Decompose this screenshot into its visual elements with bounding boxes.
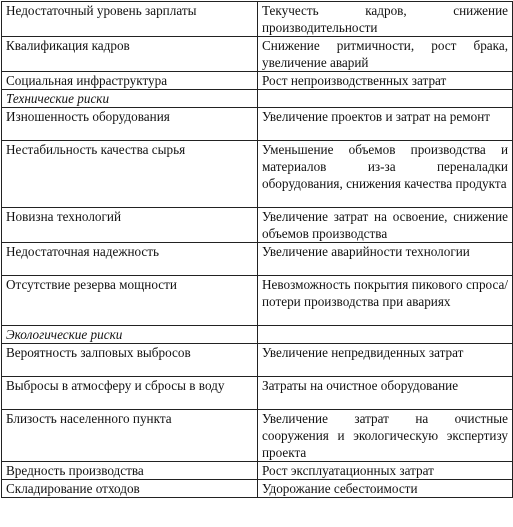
consequence-cell: Снижение ритмичности, рост брака, увеличение аварий — [258, 37, 513, 72]
consequence-cell: Увеличение аварийности технологии — [258, 243, 513, 276]
risk-cell: Социальная инфраструктура — [2, 72, 258, 90]
section-heading-ecological: Экологические риски — [2, 326, 258, 344]
section-heading-technical: Технические риски — [2, 90, 258, 108]
risk-cell: Отсутствие резерва мощности — [2, 276, 258, 326]
risk-cell: Вредность производства — [2, 462, 258, 480]
risk-cell: Новизна технологий — [2, 208, 258, 243]
table-row — [2, 276, 513, 326]
table-row — [2, 37, 513, 72]
consequence-cell: Увеличение затрат на освоение, снижение объемов производства — [258, 208, 513, 243]
risk-cell: Вероятность залповых выбросов — [2, 344, 258, 377]
consequence-cell: Невозможность покрытия пикового спроса/ потери производства при авариях — [258, 276, 513, 326]
section-filler — [258, 326, 513, 344]
consequence-cell: Уменьшение объемов производства и материалов из-за переналадки оборудования, снижения качества продукта — [258, 141, 513, 208]
risk-cell: Выбросы в атмосферу и сбросы в воду — [2, 377, 258, 410]
consequence-cell: Увеличение проектов и затрат на ремонт — [258, 108, 513, 141]
consequence-cell: Удорожание себестоимости — [258, 480, 513, 498]
risk-cell: Складирование отходов — [2, 480, 258, 498]
risk-cell: Квалификация кадров — [2, 37, 258, 72]
table-row — [2, 243, 513, 276]
consequence-cell: Текучесть кадров, снижение производительности — [258, 2, 513, 37]
risk-cell: Нестабильность качества сырья — [2, 141, 258, 208]
risk-table — [1, 1, 513, 498]
consequence-cell: Рост непроизводственных затрат — [258, 72, 513, 90]
table-row — [2, 72, 513, 90]
table-row — [2, 344, 513, 377]
table-row — [2, 2, 513, 37]
section-filler — [258, 90, 513, 108]
table-row — [2, 141, 513, 208]
table-row — [2, 377, 513, 410]
risk-cell: Недостаточный уровень зарплаты — [2, 2, 258, 37]
section-row — [2, 90, 513, 108]
table-row — [2, 410, 513, 462]
consequence-cell: Рост эксплуатационных затрат — [258, 462, 513, 480]
table-row — [2, 462, 513, 480]
table-row — [2, 208, 513, 243]
risk-cell: Изношенность оборудования — [2, 108, 258, 141]
table-row — [2, 480, 513, 498]
consequence-cell: Увеличение затрат на очистные сооружения и экологическую экспертизу проекта — [258, 410, 513, 462]
risk-cell: Близость населенного пункта — [2, 410, 258, 462]
table-row — [2, 108, 513, 141]
consequence-cell: Увеличение непредвиденных затрат — [258, 344, 513, 377]
consequence-cell: Затраты на очистное оборудование — [258, 377, 513, 410]
section-row — [2, 326, 513, 344]
risk-cell: Недостаточная надежность — [2, 243, 258, 276]
